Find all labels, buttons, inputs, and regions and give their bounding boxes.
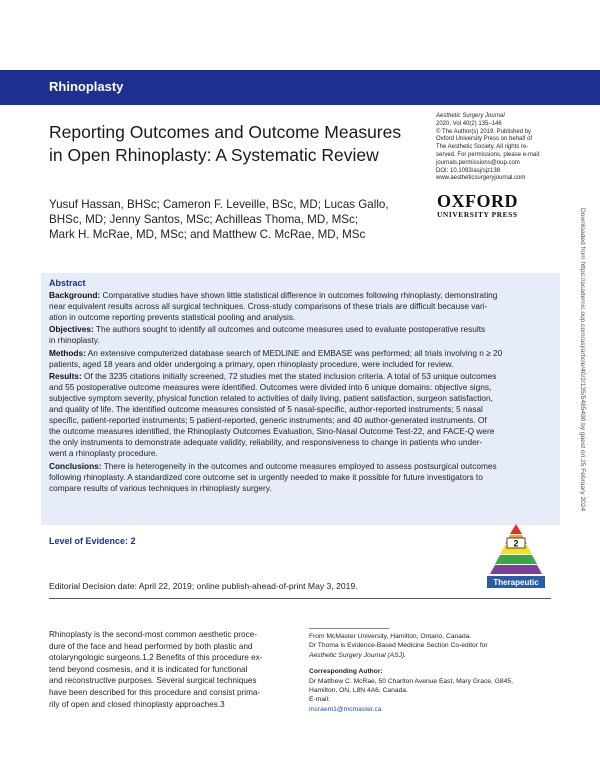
abstract-text: the outcome measures identified, the Rhinoplasty Outcomes Evaluation, Sino-Nasal Outcome Test-22, and FACE-Q were	[49, 426, 495, 437]
objectives-label: Objectives:	[49, 324, 94, 335]
email-row	[309, 695, 559, 714]
spacer	[309, 660, 559, 667]
abstract-text: There is heterogeneity in the outcomes and outcome measures employed to assess postsurgical outcomes	[103, 460, 497, 471]
abstract-text: Comparative studies have shown little statistical difference in outcomes following rhinoplasty, demonstrating	[102, 290, 498, 301]
abstract-text: Of the 3235 citations initially screened, 72 studies met the stated inclusion criteria. A total of 53 unique outcomes	[84, 370, 497, 381]
abstract-results-section	[49, 371, 554, 460]
abstract-text: in rhinoplasty.	[49, 335, 100, 346]
journal-volume: 2020, Vol 40(2) 135–146	[436, 120, 502, 127]
methods-label: Methods:	[49, 347, 86, 358]
abstract-methods-section	[49, 348, 554, 370]
abstract-text: compare results of various techniques in rhinoplasty surgery.	[49, 482, 272, 493]
journal-name: Aesthetic Surgery Journal	[436, 113, 505, 119]
author-line: Yusuf Hassan, BHSc; Cameron F. Leveille, BSc, MD; Lucas Gallo,	[49, 198, 389, 211]
abstract-conclusions-section	[49, 461, 554, 494]
body-line: and reconstructive purposes. Several surgical techniques	[49, 676, 257, 686]
abstract	[49, 278, 554, 495]
journal-url[interactable]: www.aestheticsurgeryjournal.com	[436, 175, 526, 182]
corresponding-address: Dr Matthew C. McRae, 50 Charlton Avenue East, Mary Grace, G845,	[309, 677, 513, 685]
footnote-divider	[309, 628, 389, 629]
editorial-date: Editorial Decision date: April 22, 2019; online publish-ahead-of-print May 3, 2019.	[49, 581, 358, 591]
author-line: BHSc, MD; Jenny Santos, MSc; Achilleas Thoma, MD, MSc;	[49, 213, 359, 227]
body-line: have been described for this procedure and consist prima-	[49, 687, 261, 697]
abstract-objectives-section	[49, 324, 554, 346]
email-label: E-mail:	[309, 696, 330, 704]
author-list	[49, 197, 409, 243]
title-line: in Open Rhinoplasty: A Systematic Review	[49, 145, 379, 165]
level-of-evidence: Level of Evidence: 2	[49, 536, 136, 546]
abstract-title: Abstract	[49, 278, 86, 288]
corresponding-label: Corresponding Author:	[309, 668, 383, 676]
article-title	[49, 121, 419, 167]
copyright-line: Oxford University Press on behalf of	[436, 136, 533, 143]
body-line: otolaryngologic surgeons.1,2 Benefits of this procedure ex-	[49, 653, 263, 663]
conclusions-label: Conclusions:	[49, 460, 102, 471]
body-line: tend beyond cosmesis, and it is indicated for functional	[49, 664, 248, 674]
permissions-email[interactable]: journals.permissions@oup.com	[436, 159, 520, 166]
abstract-text: and quality of life. The identified outcome measures consisted of 5 nasal-specific, author-reported instruments; 5 nasal	[49, 404, 483, 415]
body-text	[49, 629, 294, 710]
abstract-text: patients, aged 18 years and older undergoing a primary, open rhinoplasty procedure, were included for review.	[49, 358, 454, 369]
copyright-line: © The Author(s) 2019. Published by	[436, 128, 532, 135]
abstract-text: and 55 postoperative outcome measures were identified. Outcomes were divided into 6 unique domains: objective signs,	[49, 381, 492, 392]
section-label: Rhinoplasty	[49, 79, 124, 94]
abstract-text: went a rhinoplasty procedure.	[49, 448, 158, 459]
publisher-name: OXFORD	[437, 191, 518, 211]
results-label: Results:	[49, 370, 82, 381]
pyramid-tier-green	[495, 555, 537, 564]
abstract-text: The authors sought to identify all outcomes and outcome measures used to evaluate postoperative results	[95, 324, 486, 335]
publisher-logo	[437, 192, 537, 220]
affiliation-line: From McMaster University, Hamilton, Ontario, Canada.	[309, 633, 472, 640]
abstract-text: An extensive computerized database search of MEDLINE and EMBASE was performed; all trials involving n ≥ 20	[87, 347, 503, 358]
download-notice	[578, 208, 586, 578]
title-line: Reporting Outcomes and Outcome Measures	[49, 122, 402, 142]
divider	[49, 598, 551, 599]
abstract-background-section	[49, 290, 554, 323]
abstract-text: near equivalent results across all surgical techniques. Cross-study comparisons of these trials are difficult because vari-	[49, 301, 488, 312]
body-line: rily of open and closed rhinoplasty approaches.3	[49, 699, 225, 709]
background-label: Background:	[49, 290, 101, 301]
email-link[interactable]: mcraem1@mcmaster.ca	[309, 705, 382, 713]
pyramid-level: 2	[513, 538, 519, 549]
section-banner	[0, 70, 600, 105]
affiliation-notes	[309, 632, 559, 714]
journal-info	[436, 113, 546, 183]
corresponding-address: Hamilton, ON, L8N 4A6, Canada.	[309, 687, 408, 695]
copyright-line: served. For permissions, please e-mail:	[436, 151, 541, 158]
publisher-sub: UNIVERSITY PRESS	[437, 210, 518, 219]
doi[interactable]: DOI: 10.1093/asj/sjz138	[436, 167, 501, 174]
pyramid-tier-purple	[490, 565, 542, 574]
author-line: Mark H. McRae, MD, MSc; and Matthew C. McRae, MD, MSc	[49, 228, 366, 242]
abstract-text: following rhinoplasty. A standardized core outcome set is urgently needed to make it possible for future investigators to	[49, 471, 483, 482]
evidence-pyramid-icon	[481, 522, 551, 590]
download-notice-text: Downloaded from https://academic.oup.com/asj/article/40/2/135/5485490 by guest on 25 February 2024	[579, 208, 586, 512]
body-line: Rhinoplasty is the second-most common aesthetic proce-	[49, 630, 257, 639]
abstract-text: specific, patient-reported instruments; 5 patient-reported, generic instruments; and 40 author-generated instruments. Of	[49, 415, 487, 426]
pyramid-label: Therapeutic	[493, 578, 539, 587]
affiliation-line: Dr Thoma is Evidence-Based Medicine Section Co-editor for	[309, 642, 488, 650]
pyramid-tier-red	[510, 524, 522, 534]
abstract-text: the only instruments to demonstrate adequate validity, reliability, and responsiveness to change in patients who under-	[49, 437, 483, 448]
affiliation-line: Aesthetic Surgery Journal (ASJ).	[309, 651, 407, 659]
abstract-text: subjective symptom severity, physical function related to activities of daily living, patient satisfaction, surgeon satisfaction,	[49, 392, 493, 403]
body-line: dure of the face and head performed by both plastic and	[49, 641, 253, 651]
copyright-line: The Aesthetic Society. All rights re-	[436, 144, 529, 151]
abstract-text: ation in outcome reporting prevents statistical pooling and analysis.	[49, 312, 296, 323]
